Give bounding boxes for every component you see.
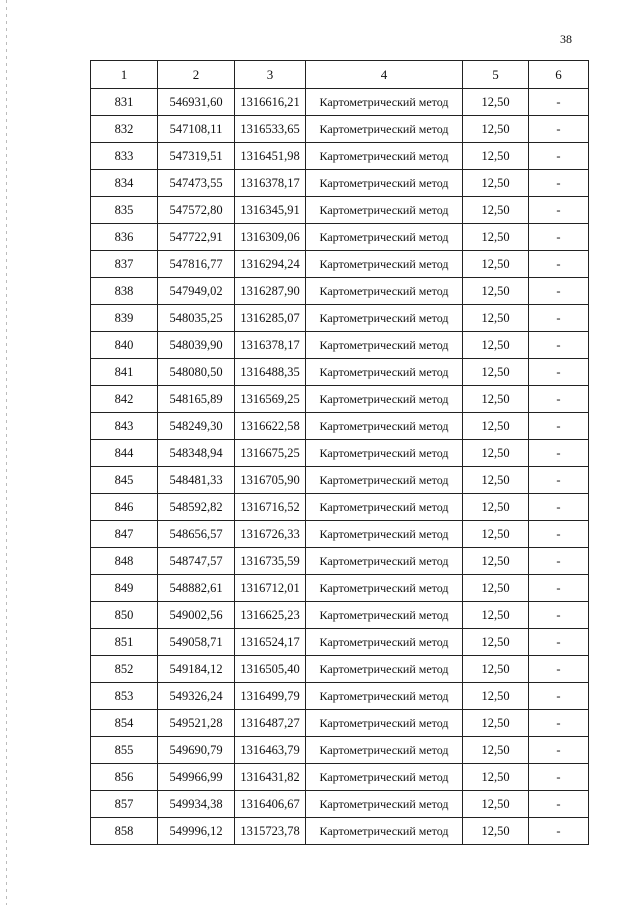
cell-accuracy: 12,50 [463, 710, 529, 737]
cell-point-number: 842 [91, 386, 158, 413]
cell-x: 548747,57 [158, 548, 235, 575]
cell-point-number: 857 [91, 791, 158, 818]
cell-y: 1316675,25 [235, 440, 306, 467]
cell-description: - [529, 710, 589, 737]
table-row [91, 575, 589, 602]
cell-x: 549521,28 [158, 710, 235, 737]
cell-x: 548249,30 [158, 413, 235, 440]
cell-accuracy: 12,50 [463, 440, 529, 467]
cell-x: 548080,50 [158, 359, 235, 386]
cell-description: - [529, 89, 589, 116]
cell-x: 548592,82 [158, 494, 235, 521]
cell-accuracy: 12,50 [463, 683, 529, 710]
cell-accuracy: 12,50 [463, 764, 529, 791]
cell-method: Картометрический метод [306, 89, 463, 116]
cell-x: 548039,90 [158, 332, 235, 359]
cell-method: Картометрический метод [306, 143, 463, 170]
cell-x: 547949,02 [158, 278, 235, 305]
cell-point-number: 854 [91, 710, 158, 737]
cell-x: 549184,12 [158, 656, 235, 683]
cell-x: 547572,80 [158, 197, 235, 224]
cell-method: Картометрический метод [306, 197, 463, 224]
cell-accuracy: 12,50 [463, 89, 529, 116]
cell-x: 549058,71 [158, 629, 235, 656]
coordinates-table [90, 60, 589, 845]
cell-method: Картометрический метод [306, 818, 463, 845]
cell-description: - [529, 386, 589, 413]
cell-point-number: 858 [91, 818, 158, 845]
cell-method: Картометрический метод [306, 494, 463, 521]
cell-y: 1316735,59 [235, 548, 306, 575]
cell-y: 1316345,91 [235, 197, 306, 224]
cell-x: 548348,94 [158, 440, 235, 467]
cell-description: - [529, 737, 589, 764]
cell-method: Картометрический метод [306, 521, 463, 548]
cell-method: Картометрический метод [306, 683, 463, 710]
cell-accuracy: 12,50 [463, 548, 529, 575]
table-row [91, 440, 589, 467]
cell-description: - [529, 818, 589, 845]
cell-accuracy: 12,50 [463, 143, 529, 170]
cell-point-number: 856 [91, 764, 158, 791]
cell-point-number: 836 [91, 224, 158, 251]
cell-point-number: 849 [91, 575, 158, 602]
cell-method: Картометрический метод [306, 224, 463, 251]
table-row [91, 143, 589, 170]
cell-method: Картометрический метод [306, 791, 463, 818]
cell-accuracy: 12,50 [463, 386, 529, 413]
cell-description: - [529, 116, 589, 143]
cell-method: Картометрический метод [306, 332, 463, 359]
header-row [91, 61, 589, 89]
cell-description: - [529, 143, 589, 170]
cell-description: - [529, 413, 589, 440]
cell-y: 1316285,07 [235, 305, 306, 332]
cell-y: 1316378,17 [235, 332, 306, 359]
cell-description: - [529, 656, 589, 683]
cell-y: 1316622,58 [235, 413, 306, 440]
table-row [91, 467, 589, 494]
cell-accuracy: 12,50 [463, 818, 529, 845]
cell-point-number: 837 [91, 251, 158, 278]
cell-y: 1316378,17 [235, 170, 306, 197]
cell-method: Картометрический метод [306, 386, 463, 413]
cell-method: Картометрический метод [306, 305, 463, 332]
table-row [91, 602, 589, 629]
table-header [91, 61, 589, 89]
cell-point-number: 831 [91, 89, 158, 116]
cell-point-number: 844 [91, 440, 158, 467]
table-row [91, 818, 589, 845]
cell-method: Картометрический метод [306, 467, 463, 494]
cell-method: Картометрический метод [306, 548, 463, 575]
cell-point-number: 838 [91, 278, 158, 305]
cell-y: 1316488,35 [235, 359, 306, 386]
table-row [91, 170, 589, 197]
table-row [91, 224, 589, 251]
cell-accuracy: 12,50 [463, 602, 529, 629]
cell-accuracy: 12,50 [463, 116, 529, 143]
cell-x: 547319,51 [158, 143, 235, 170]
header-cell-method: 4 [306, 61, 463, 89]
cell-method: Картометрический метод [306, 413, 463, 440]
cell-description: - [529, 359, 589, 386]
cell-method: Картометрический метод [306, 575, 463, 602]
cell-point-number: 853 [91, 683, 158, 710]
cell-y: 1316716,52 [235, 494, 306, 521]
cell-method: Картометрический метод [306, 629, 463, 656]
cell-description: - [529, 494, 589, 521]
table-row [91, 791, 589, 818]
cell-accuracy: 12,50 [463, 737, 529, 764]
cell-y: 1316712,01 [235, 575, 306, 602]
table-row [91, 413, 589, 440]
cell-method: Картометрический метод [306, 251, 463, 278]
cell-x: 549326,24 [158, 683, 235, 710]
table-body [91, 89, 589, 845]
cell-method: Картометрический метод [306, 170, 463, 197]
cell-y: 1316294,24 [235, 251, 306, 278]
cell-description: - [529, 170, 589, 197]
header-cell-x: 2 [158, 61, 235, 89]
table-row [91, 116, 589, 143]
cell-accuracy: 12,50 [463, 656, 529, 683]
table-row [91, 710, 589, 737]
cell-method: Картометрический метод [306, 764, 463, 791]
cell-x: 549690,79 [158, 737, 235, 764]
cell-description: - [529, 467, 589, 494]
cell-accuracy: 12,50 [463, 251, 529, 278]
cell-x: 546931,60 [158, 89, 235, 116]
cell-method: Картометрический метод [306, 710, 463, 737]
cell-method: Картометрический метод [306, 656, 463, 683]
cell-y: 1316463,79 [235, 737, 306, 764]
cell-x: 548481,33 [158, 467, 235, 494]
cell-point-number: 851 [91, 629, 158, 656]
cell-point-number: 847 [91, 521, 158, 548]
table-row [91, 251, 589, 278]
cell-description: - [529, 791, 589, 818]
cell-point-number: 843 [91, 413, 158, 440]
table-row [91, 278, 589, 305]
cell-accuracy: 12,50 [463, 413, 529, 440]
cell-accuracy: 12,50 [463, 494, 529, 521]
cell-method: Картометрический метод [306, 440, 463, 467]
cell-point-number: 841 [91, 359, 158, 386]
cell-accuracy: 12,50 [463, 791, 529, 818]
cell-point-number: 835 [91, 197, 158, 224]
cell-x: 548656,57 [158, 521, 235, 548]
page-number: 38 [560, 32, 572, 46]
cell-point-number: 840 [91, 332, 158, 359]
cell-y: 1316726,33 [235, 521, 306, 548]
header-cell-point-number: 1 [91, 61, 158, 89]
cell-description: - [529, 764, 589, 791]
cell-point-number: 855 [91, 737, 158, 764]
cell-point-number: 850 [91, 602, 158, 629]
table-row [91, 683, 589, 710]
table-row [91, 89, 589, 116]
cell-accuracy: 12,50 [463, 467, 529, 494]
cell-y: 1316309,06 [235, 224, 306, 251]
header-cell-description: 6 [529, 61, 589, 89]
cell-y: 1316524,17 [235, 629, 306, 656]
cell-x: 547816,77 [158, 251, 235, 278]
table-row [91, 656, 589, 683]
cell-accuracy: 12,50 [463, 197, 529, 224]
scan-margin-line [6, 0, 7, 905]
cell-accuracy: 12,50 [463, 332, 529, 359]
cell-description: - [529, 224, 589, 251]
cell-y: 1316625,23 [235, 602, 306, 629]
cell-point-number: 832 [91, 116, 158, 143]
cell-method: Картометрический метод [306, 602, 463, 629]
cell-accuracy: 12,50 [463, 575, 529, 602]
cell-description: - [529, 332, 589, 359]
cell-description: - [529, 305, 589, 332]
cell-x: 549934,38 [158, 791, 235, 818]
cell-accuracy: 12,50 [463, 278, 529, 305]
cell-y: 1316705,90 [235, 467, 306, 494]
cell-y: 1316569,25 [235, 386, 306, 413]
table-row [91, 764, 589, 791]
cell-y: 1316505,40 [235, 656, 306, 683]
cell-point-number: 846 [91, 494, 158, 521]
header-cell-y: 3 [235, 61, 306, 89]
cell-accuracy: 12,50 [463, 224, 529, 251]
cell-x: 549996,12 [158, 818, 235, 845]
cell-y: 1316533,65 [235, 116, 306, 143]
cell-description: - [529, 251, 589, 278]
cell-point-number: 839 [91, 305, 158, 332]
cell-method: Картометрический метод [306, 116, 463, 143]
table-row [91, 521, 589, 548]
cell-accuracy: 12,50 [463, 629, 529, 656]
cell-x: 547722,91 [158, 224, 235, 251]
cell-y: 1316431,82 [235, 764, 306, 791]
cell-x: 548882,61 [158, 575, 235, 602]
cell-y: 1316616,21 [235, 89, 306, 116]
cell-point-number: 833 [91, 143, 158, 170]
cell-y: 1316487,27 [235, 710, 306, 737]
table-row [91, 494, 589, 521]
cell-accuracy: 12,50 [463, 170, 529, 197]
cell-point-number: 852 [91, 656, 158, 683]
table-row [91, 548, 589, 575]
cell-method: Картометрический метод [306, 359, 463, 386]
cell-description: - [529, 602, 589, 629]
cell-y: 1315723,78 [235, 818, 306, 845]
cell-description: - [529, 278, 589, 305]
cell-x: 549966,99 [158, 764, 235, 791]
cell-y: 1316451,98 [235, 143, 306, 170]
cell-description: - [529, 440, 589, 467]
cell-x: 548035,25 [158, 305, 235, 332]
table-row [91, 332, 589, 359]
cell-point-number: 845 [91, 467, 158, 494]
cell-accuracy: 12,50 [463, 305, 529, 332]
cell-description: - [529, 197, 589, 224]
cell-point-number: 834 [91, 170, 158, 197]
cell-method: Картометрический метод [306, 737, 463, 764]
cell-description: - [529, 575, 589, 602]
cell-x: 547108,11 [158, 116, 235, 143]
cell-x: 548165,89 [158, 386, 235, 413]
table-row [91, 737, 589, 764]
table-row [91, 197, 589, 224]
cell-method: Картометрический метод [306, 278, 463, 305]
cell-accuracy: 12,50 [463, 521, 529, 548]
cell-point-number: 848 [91, 548, 158, 575]
table-row [91, 386, 589, 413]
cell-x: 547473,55 [158, 170, 235, 197]
cell-y: 1316406,67 [235, 791, 306, 818]
table-row [91, 629, 589, 656]
table-row [91, 305, 589, 332]
cell-y: 1316499,79 [235, 683, 306, 710]
cell-accuracy: 12,50 [463, 359, 529, 386]
cell-y: 1316287,90 [235, 278, 306, 305]
cell-description: - [529, 521, 589, 548]
cell-x: 549002,56 [158, 602, 235, 629]
cell-description: - [529, 548, 589, 575]
cell-description: - [529, 683, 589, 710]
table-row [91, 359, 589, 386]
cell-description: - [529, 629, 589, 656]
header-cell-accuracy: 5 [463, 61, 529, 89]
